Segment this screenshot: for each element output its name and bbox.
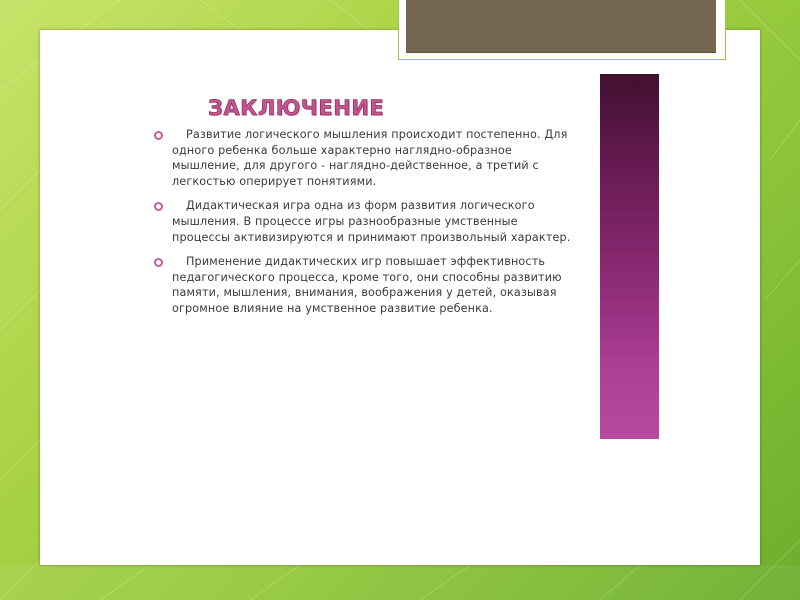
list-item [152,127,572,189]
top-decorative-box [406,0,716,53]
circle-bullet-icon [154,258,163,267]
circle-bullet-icon [154,202,163,211]
bullet-text: Применение дидактических игр повышает эффективность педагогического процесса, кроме того, они способны развитию памяти, мышления, внимания, воображения у детей, оказывая огромное влияние на умственное развитие ребенка. [172,255,562,315]
bullet-list [152,127,572,326]
list-item [152,254,572,316]
list-item [152,198,572,245]
bullet-text: Развитие логического мышления происходит постепенно. Для одного ребенка больше характерно наглядно-образное мышление, для другого - наглядно-действенное, а третий с легкостью оперирует понятиями. [172,128,568,188]
bullet-text: Дидактическая игра одна из форм развития логического мышления. В процессе игры разнообразные умственные процессы активизируются и принимают произвольный характер. [172,199,571,244]
slide-title: ЗАКЛЮЧЕНИЕ [208,96,385,120]
purple-accent-bar [600,74,659,439]
circle-bullet-icon [154,131,163,140]
